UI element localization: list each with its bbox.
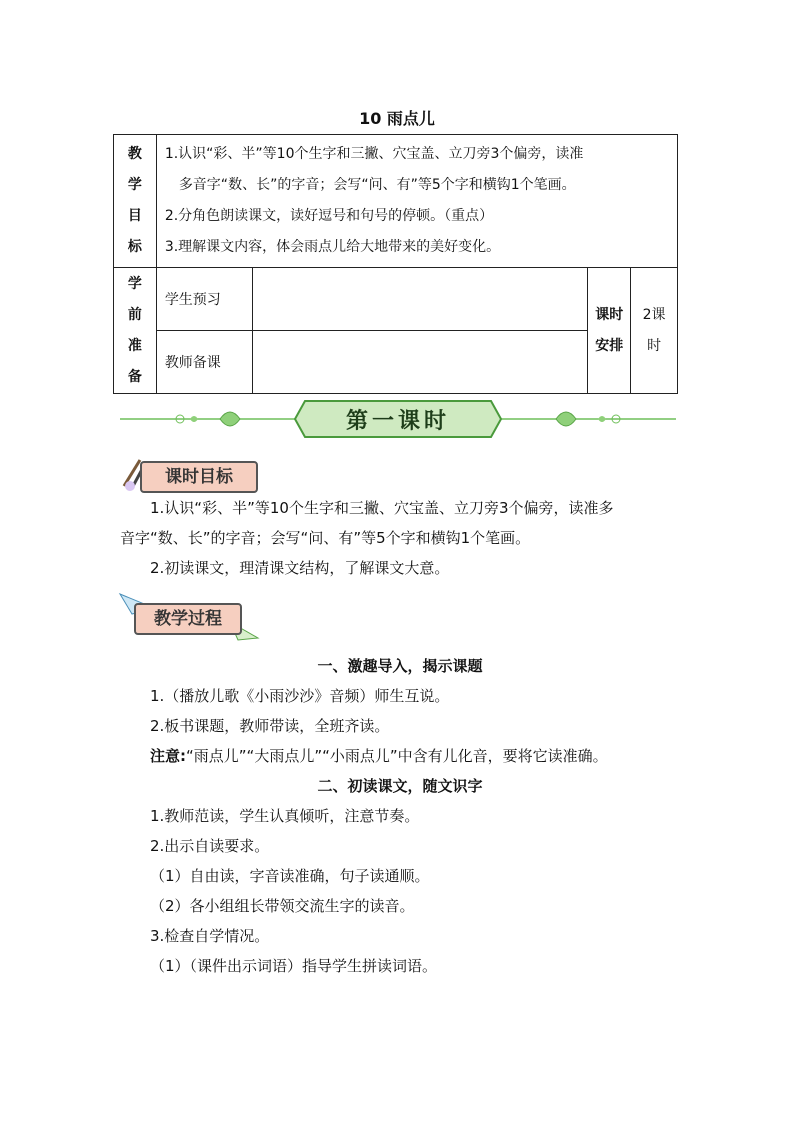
goal-line: 1.认识“彩、半”等10个生字和三撇、穴宝盖、立刀旁3个偏旁，读准 (164, 146, 584, 162)
goals-header-char: 目 (127, 208, 142, 224)
page-title: 10 雨点儿 (359, 109, 435, 128)
section-label-text: 课时目标 (165, 467, 233, 487)
process-text (120, 651, 680, 981)
schedule-label (588, 268, 631, 394)
prep-header-char: 前 (127, 306, 142, 323)
paragraph: 1.（播放儿歌《小雨沙沙》音频）师生互说。 (150, 687, 450, 705)
prep-header-char: 备 (127, 368, 142, 385)
schedule-value (631, 268, 678, 394)
goals-header-char: 标 (127, 239, 142, 255)
paragraph: 2.板书课题，教师带读，全班齐读。 (150, 717, 390, 735)
section-heading: 一、激趣导入，揭示课题 (317, 657, 483, 675)
paragraph: 3.检查自学情况。 (150, 927, 270, 945)
goal-line: 2.分角色朗读课文，读好逗号和句号的停顿。（重点） (164, 208, 494, 224)
note-paragraph (120, 741, 680, 771)
schedule-label-line: 课时 (595, 306, 624, 323)
goals-header-char: 学 (127, 177, 142, 193)
paragraph: （2）各小组组长带领交流生字的读音。 (150, 897, 415, 915)
paragraph: 1.教师范读，学生认真倾听，注意节奏。 (150, 807, 420, 825)
prep-header-char: 准 (127, 337, 142, 354)
teacher-prep-label: 教师备课 (156, 331, 253, 394)
goals-cell (156, 135, 677, 268)
section-label-process (134, 603, 242, 635)
paragraph: （1）（课件出示词语）指导学生拼读词语。 (150, 957, 438, 975)
schedule-value-line: 时 (647, 337, 662, 354)
banner-title: 第一课时 (345, 409, 450, 434)
paragraph: 2.出示自读要求。 (150, 837, 270, 855)
section-label-goals (140, 461, 258, 493)
paragraph: 2.初读课文，理清课文结构，了解课文大意。 (150, 559, 450, 577)
schedule-value-line: 2课 (642, 306, 666, 323)
prep-header-char: 学 (127, 275, 142, 292)
schedule-label-line: 安排 (595, 337, 624, 354)
goal-line: 3.理解课文内容，体会雨点儿给大地带来的美好变化。 (164, 239, 501, 255)
goals-header (114, 135, 157, 268)
goals-header-char: 教 (127, 146, 142, 162)
student-prep-field[interactable] (253, 268, 588, 331)
paragraph: 1.认识“彩、半”等10个生字和三撇、穴宝盖、立刀旁3个偏旁，读准多 (150, 499, 614, 517)
note-text: “雨点儿”“大雨点儿”“小雨点儿”中含有儿化音，要将它读准确。 (186, 747, 608, 765)
paragraph: （1）自由读，字音读准确，句子读通顺。 (150, 867, 430, 885)
note-label: 注意: (150, 747, 186, 765)
student-prep-label: 学生预习 (156, 268, 253, 331)
section-label-text: 教学过程 (154, 609, 222, 629)
goal-line: 多音字“数、长”的字音；会写“问、有”等5个字和横钩1个笔画。 (178, 177, 576, 193)
section1-text (120, 493, 680, 583)
prep-header (114, 268, 157, 394)
section-heading: 二、初读课文，随文识字 (317, 777, 483, 795)
lesson-plan-table (113, 134, 678, 394)
teacher-prep-field[interactable] (253, 331, 588, 394)
paragraph: 音字“数、长”的字音；会写“问、有”等5个字和横钩1个笔画。 (120, 529, 531, 547)
